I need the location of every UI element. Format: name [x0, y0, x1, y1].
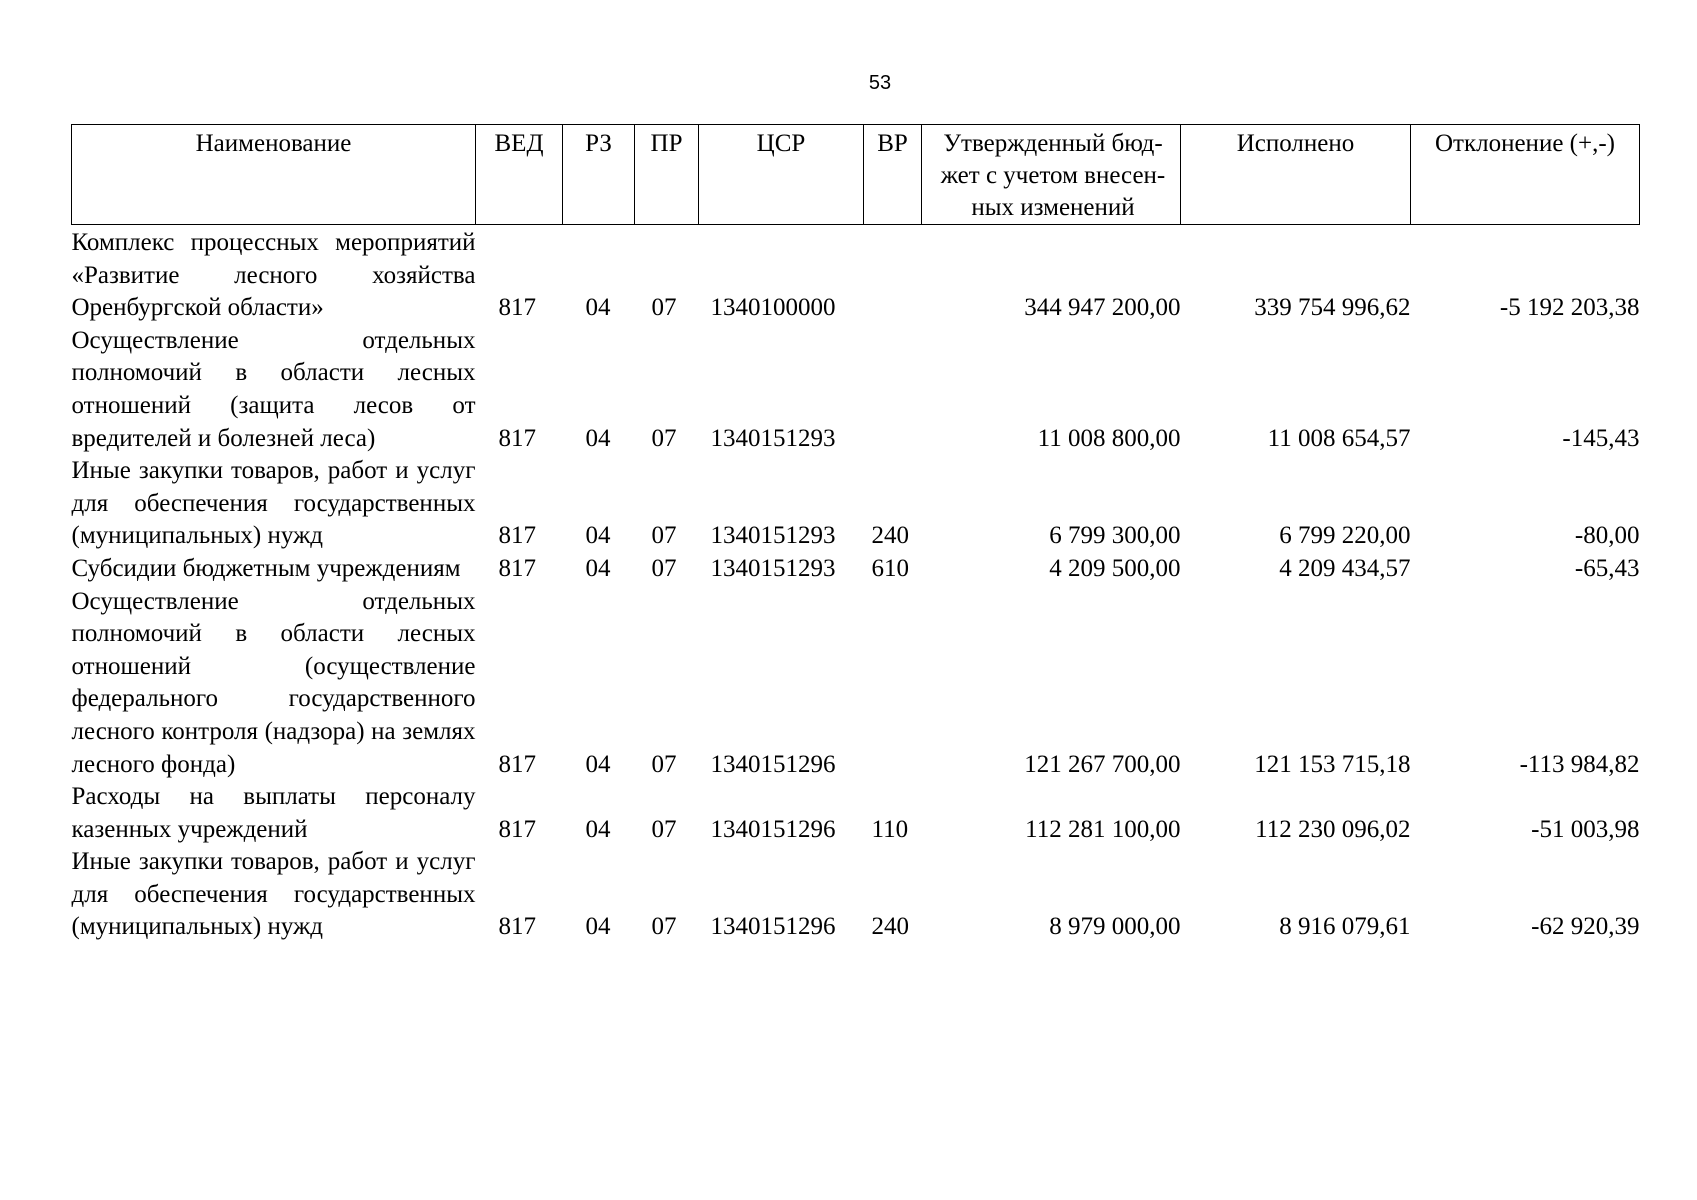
header-rz: РЗ	[563, 125, 635, 225]
cell-vr	[864, 586, 922, 782]
cell-csr: 1340151296	[710, 815, 836, 843]
cell-name: Осуществление отдельных полномочий в области лесных отношений (осуществление федерального государственного лесного контроля (надзора) на землях лесного фонда)	[71, 587, 476, 778]
table-header	[72, 125, 1640, 225]
cell-ved: 817	[498, 750, 536, 778]
cell-name: Субсидии бюджетным учреждениям	[71, 554, 461, 582]
cell-approved: 6 799 300,00	[1049, 522, 1181, 550]
cell-deviation: -62 920,39	[1531, 913, 1640, 941]
cell-approved: 112 281 100,00	[1025, 815, 1181, 843]
table-row	[72, 553, 1640, 586]
cell-name: Осуществление отдельных полномочий в области лесных отношений (защита лесов от вредителей и болезней леса)	[71, 326, 476, 452]
cell-executed: 11 008 654,57	[1267, 424, 1411, 452]
cell-rz: 04	[585, 294, 611, 322]
cell-pr: 07	[651, 424, 677, 452]
cell-vr: 240	[871, 522, 909, 550]
cell-vr: 610	[871, 554, 909, 582]
cell-rz: 04	[585, 522, 611, 550]
page-number: 53	[868, 72, 892, 94]
cell-rz: 04	[585, 913, 611, 941]
table-row	[72, 846, 1640, 944]
cell-deviation: -145,43	[1562, 424, 1640, 452]
cell-pr: 07	[651, 522, 677, 550]
cell-deviation: -113 984,82	[1519, 750, 1640, 778]
cell-pr: 07	[651, 750, 677, 778]
cell-csr: 1340151293	[710, 554, 836, 582]
cell-approved: 8 979 000,00	[1049, 913, 1181, 941]
cell-vr	[864, 325, 922, 455]
cell-pr: 07	[651, 294, 677, 322]
table-row	[72, 586, 1640, 782]
header-deviation: Отклонение (+,-)	[1411, 125, 1640, 225]
header-pr: ПР	[635, 125, 699, 225]
cell-csr: 1340151293	[710, 522, 836, 550]
table-row	[72, 781, 1640, 846]
cell-deviation: -65,43	[1574, 554, 1640, 582]
header-executed: Исполнено	[1181, 125, 1411, 225]
cell-rz: 04	[585, 750, 611, 778]
cell-ved: 817	[498, 554, 536, 582]
cell-ved: 817	[498, 815, 536, 843]
table-row	[72, 325, 1640, 455]
cell-name: Комплекс процессных мероприятий «Развитие лесного хозяйства Оренбургской области»	[71, 229, 476, 322]
cell-executed: 8 916 079,61	[1279, 913, 1411, 941]
header-vr: ВР	[864, 125, 922, 225]
cell-approved: 344 947 200,00	[1024, 294, 1181, 322]
budget-table	[71, 124, 1640, 944]
table-row	[72, 455, 1640, 553]
cell-ved: 817	[498, 913, 536, 941]
cell-executed: 339 754 996,62	[1254, 294, 1411, 322]
cell-deviation: -51 003,98	[1531, 815, 1640, 843]
cell-pr: 07	[651, 554, 677, 582]
cell-deviation: -5 192 203,38	[1499, 294, 1640, 322]
cell-rz: 04	[585, 815, 611, 843]
cell-name: Иные закупки товаров, работ и услуг для обеспечения государственных (муниципальных) нужд	[71, 848, 476, 941]
cell-executed: 6 799 220,00	[1279, 522, 1411, 550]
header-csr: ЦСР	[699, 125, 864, 225]
cell-approved: 11 008 800,00	[1037, 424, 1181, 452]
header-ved: ВЕД	[476, 125, 563, 225]
cell-csr: 1340151293	[710, 424, 836, 452]
cell-vr	[864, 225, 922, 325]
cell-pr: 07	[651, 815, 677, 843]
cell-vr: 240	[871, 913, 909, 941]
cell-deviation: -80,00	[1574, 522, 1640, 550]
cell-ved: 817	[498, 294, 536, 322]
cell-rz: 04	[585, 554, 611, 582]
cell-csr: 1340151296	[710, 913, 836, 941]
cell-rz: 04	[585, 424, 611, 452]
table-row	[72, 225, 1640, 325]
cell-ved: 817	[498, 424, 536, 452]
cell-executed: 121 153 715,18	[1254, 750, 1411, 778]
header-row	[72, 125, 1640, 225]
cell-csr: 1340151296	[710, 750, 836, 778]
table-body	[72, 225, 1640, 945]
cell-executed: 112 230 096,02	[1255, 815, 1411, 843]
cell-name: Расходы на выплаты персоналу казенных учреждений	[71, 783, 476, 843]
header-name: Наименование	[72, 125, 476, 225]
cell-ved: 817	[498, 522, 536, 550]
cell-approved: 4 209 500,00	[1049, 554, 1181, 582]
cell-executed: 4 209 434,57	[1279, 554, 1411, 582]
cell-approved: 121 267 700,00	[1024, 750, 1181, 778]
cell-vr: 110	[871, 815, 909, 843]
header-approved: Утвержденный бюд-жет с учетом внесен-ных изменений	[922, 125, 1181, 225]
cell-pr: 07	[651, 913, 677, 941]
cell-csr: 1340100000	[710, 294, 836, 322]
cell-name: Иные закупки товаров, работ и услуг для обеспечения государственных (муниципальных) нужд	[71, 457, 476, 550]
